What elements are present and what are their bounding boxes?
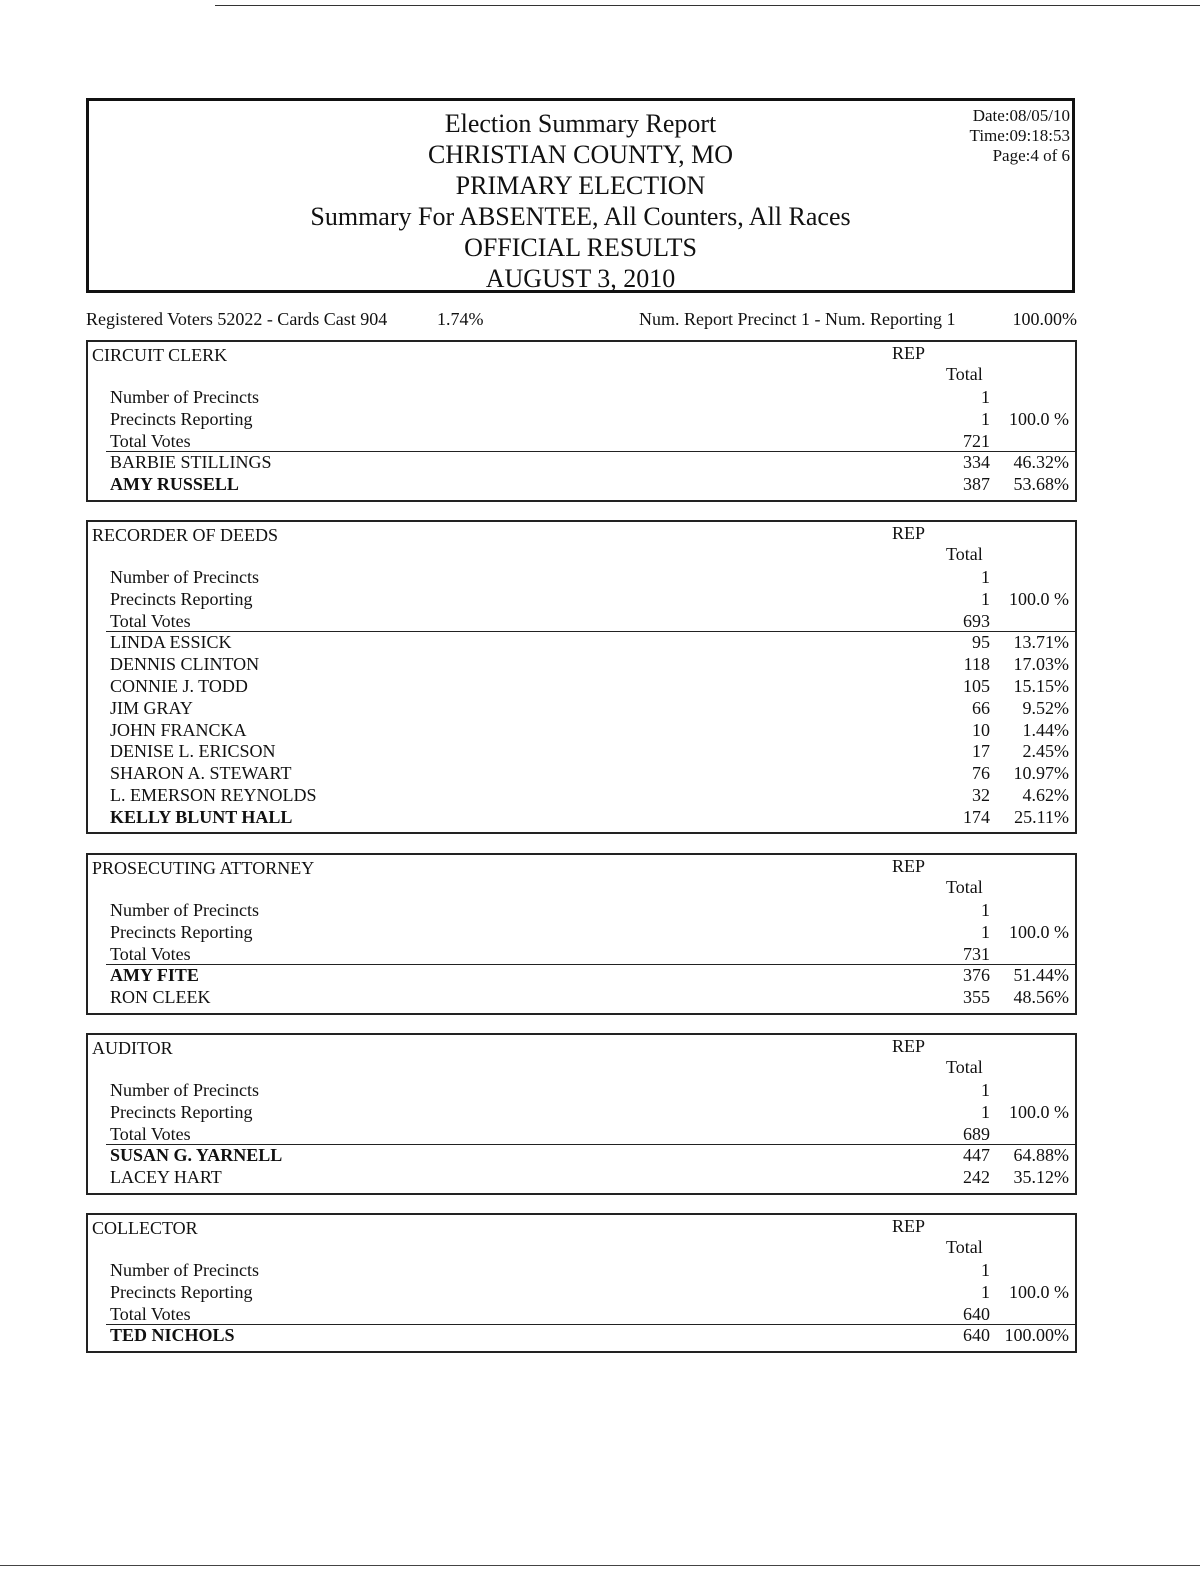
candidate-votes: 174 (963, 806, 990, 827)
candidate-name: DENISE L. ERICSON (110, 741, 276, 762)
row-count: 1 (981, 900, 990, 920)
row-label: Number of Precincts (110, 1260, 259, 1280)
candidate-percent: 64.88% (1013, 1145, 1069, 1166)
race-title: COLLECTOR (92, 1218, 198, 1238)
candidate-percent: 4.62% (1022, 785, 1069, 805)
candidate-row (88, 965, 1075, 987)
candidate-name: JIM GRAY (110, 697, 193, 718)
row-count: 731 (963, 943, 990, 964)
row-label: Total Votes (110, 943, 191, 964)
candidate-row (88, 474, 1075, 496)
race-block (86, 1033, 1077, 1195)
candidate-row (88, 632, 1075, 654)
candidate-percent: 48.56% (1013, 987, 1069, 1008)
candidate-name: JOHN FRANCKA (110, 719, 247, 740)
race-title: AUDITOR (92, 1038, 173, 1058)
candidate-percent: 100.00% (1004, 1325, 1069, 1346)
precincts-reporting-row (88, 589, 1075, 611)
candidate-votes: 76 (972, 763, 990, 784)
candidate-name: SUSAN G. YARNELL (110, 1145, 283, 1166)
candidate-row (88, 1145, 1075, 1167)
row-count: 1 (981, 1101, 990, 1122)
election-date: AUGUST 3, 2010 (485, 264, 676, 293)
number-of-precincts-row (88, 387, 1075, 409)
candidate-row (88, 763, 1075, 785)
total-column-header: Total (946, 877, 983, 897)
row-percent: 100.0 % (1009, 921, 1069, 942)
row-label: Precincts Reporting (110, 588, 253, 609)
candidate-name: LACEY HART (110, 1167, 222, 1188)
row-label: Precincts Reporting (110, 408, 253, 429)
scan-edge-bottom (0, 1565, 1200, 1566)
candidate-votes: 118 (963, 654, 990, 675)
candidate-percent: 10.97% (1013, 763, 1069, 784)
row-percent: 100.0 % (1009, 588, 1069, 609)
precincts-reporting-row (88, 1102, 1075, 1124)
candidate-votes: 66 (972, 697, 990, 718)
row-count: 1 (981, 588, 990, 609)
candidate-percent: 46.32% (1013, 452, 1069, 473)
candidate-votes: 387 (963, 474, 990, 495)
candidate-percent: 17.03% (1013, 654, 1069, 675)
row-label: Total Votes (110, 430, 191, 451)
total-votes-row (88, 1304, 1075, 1326)
row-label: Total Votes (110, 610, 191, 631)
candidate-percent: 35.12% (1013, 1167, 1069, 1188)
race-title: CIRCUIT CLERK (92, 345, 228, 365)
race-title: RECORDER OF DEEDS (92, 525, 279, 545)
race-title: PROSECUTING ATTORNEY (92, 858, 315, 878)
row-count: 693 (963, 610, 990, 631)
candidate-percent: 13.71% (1013, 632, 1069, 653)
row-percent: 100.0 % (1009, 1101, 1069, 1122)
county-name: CHRISTIAN COUNTY, MO (427, 140, 734, 169)
row-label: Number of Precincts (110, 1080, 259, 1100)
race-block (86, 853, 1077, 1015)
registered-voters: Registered Voters 52022 - Cards Cast 904 (86, 309, 388, 329)
candidate-votes: 355 (963, 987, 990, 1008)
party-label: REP (892, 856, 926, 876)
row-count: 1 (981, 1281, 990, 1302)
party-label: REP (892, 1036, 926, 1056)
number-of-precincts-row (88, 1260, 1075, 1282)
scan-edge-top (215, 5, 1200, 6)
row-count: 640 (963, 1303, 990, 1324)
row-label: Precincts Reporting (110, 1101, 253, 1122)
row-count: 1 (981, 567, 990, 587)
candidate-row (88, 1167, 1075, 1189)
row-percent: 100.0 % (1009, 408, 1069, 429)
candidate-name: DENNIS CLINTON (110, 654, 260, 675)
candidate-name: AMY FITE (110, 965, 199, 986)
candidate-name: CONNIE J. TODD (110, 676, 248, 696)
report-time: Time:09:18:53 (969, 126, 1070, 145)
candidate-row (88, 987, 1075, 1009)
total-column-header: Total (946, 544, 983, 564)
reporting-summary: Num. Report Precinct 1 - Num. Reporting 1 (639, 309, 956, 329)
candidate-row (88, 452, 1075, 474)
row-label: Total Votes (110, 1303, 191, 1324)
candidate-votes: 447 (963, 1145, 990, 1166)
candidate-row (88, 720, 1075, 742)
row-count: 1 (981, 408, 990, 429)
total-votes-row (88, 944, 1075, 966)
candidate-row (88, 698, 1075, 720)
candidate-name: AMY RUSSELL (110, 474, 239, 495)
total-votes-row (88, 431, 1075, 453)
candidate-votes: 242 (963, 1167, 990, 1188)
report-meta (970, 106, 1070, 166)
report-date: Date:08/05/10 (972, 106, 1070, 125)
total-column-header: Total (946, 1237, 983, 1257)
row-count: 1 (981, 921, 990, 942)
candidate-votes: 32 (972, 785, 990, 805)
candidate-name: RON CLEEK (110, 987, 211, 1008)
total-column-header: Total (946, 364, 983, 384)
candidate-name: TED NICHOLS (110, 1325, 235, 1346)
row-count: 689 (963, 1123, 990, 1144)
party-label: REP (892, 523, 926, 543)
race-block (86, 1213, 1077, 1353)
candidate-row (88, 785, 1075, 807)
candidate-percent: 15.15% (1013, 676, 1069, 696)
results-status: OFFICIAL RESULTS (464, 233, 697, 262)
election-name: PRIMARY ELECTION (455, 171, 706, 200)
candidate-name: LINDA ESSICK (110, 632, 232, 653)
row-label: Number of Precincts (110, 567, 259, 587)
candidate-row (88, 807, 1075, 829)
report-header (86, 98, 1075, 293)
candidate-name: L. EMERSON REYNOLDS (110, 785, 317, 805)
report-titles (89, 108, 1072, 294)
number-of-precincts-row (88, 900, 1075, 922)
candidate-row (88, 676, 1075, 698)
candidate-votes: 376 (963, 965, 990, 986)
candidate-row (88, 654, 1075, 676)
race-block (86, 520, 1077, 834)
reporting-pct: 100.00% (1012, 309, 1077, 329)
candidate-votes: 105 (963, 676, 990, 696)
summary-scope: Summary For ABSENTEE, All Counters, All Races (310, 202, 851, 231)
candidate-percent: 53.68% (1013, 474, 1069, 495)
row-label: Number of Precincts (110, 387, 259, 407)
report-page: Page:4 of 6 (992, 146, 1070, 165)
candidate-name: SHARON A. STEWART (110, 763, 292, 784)
candidate-percent: 51.44% (1013, 965, 1069, 986)
candidate-percent: 2.45% (1022, 741, 1069, 762)
candidate-name: KELLY BLUNT HALL (110, 806, 293, 827)
row-count: 721 (963, 430, 990, 451)
race-block (86, 340, 1077, 502)
number-of-precincts-row (88, 567, 1075, 589)
candidate-percent: 9.52% (1022, 697, 1069, 718)
candidate-percent: 1.44% (1022, 719, 1069, 740)
candidate-votes: 334 (963, 452, 990, 473)
candidate-votes: 17 (972, 741, 990, 762)
candidate-votes: 10 (972, 719, 990, 740)
total-votes-row (88, 1124, 1075, 1146)
turnout-pct: 1.74% (437, 309, 484, 329)
party-label: REP (892, 343, 926, 363)
row-label: Number of Precincts (110, 900, 259, 920)
candidate-votes: 95 (972, 632, 990, 653)
candidate-row (88, 1325, 1075, 1347)
row-label: Precincts Reporting (110, 1281, 253, 1302)
total-column-header: Total (946, 1057, 983, 1077)
row-label: Precincts Reporting (110, 921, 253, 942)
row-count: 1 (981, 387, 990, 407)
candidate-name: BARBIE STILLINGS (110, 452, 272, 473)
row-count: 1 (981, 1260, 990, 1280)
precincts-reporting-row (88, 1282, 1075, 1304)
row-percent: 100.0 % (1009, 1281, 1069, 1302)
precincts-reporting-row (88, 409, 1075, 431)
party-label: REP (892, 1216, 926, 1236)
precincts-reporting-row (88, 922, 1075, 944)
candidate-row (88, 741, 1075, 763)
row-label: Total Votes (110, 1123, 191, 1144)
candidate-percent: 25.11% (1014, 806, 1069, 827)
report-title: Election Summary Report (444, 109, 717, 138)
row-count: 1 (981, 1080, 990, 1100)
candidate-votes: 640 (963, 1325, 990, 1346)
total-votes-row (88, 611, 1075, 633)
number-of-precincts-row (88, 1080, 1075, 1102)
